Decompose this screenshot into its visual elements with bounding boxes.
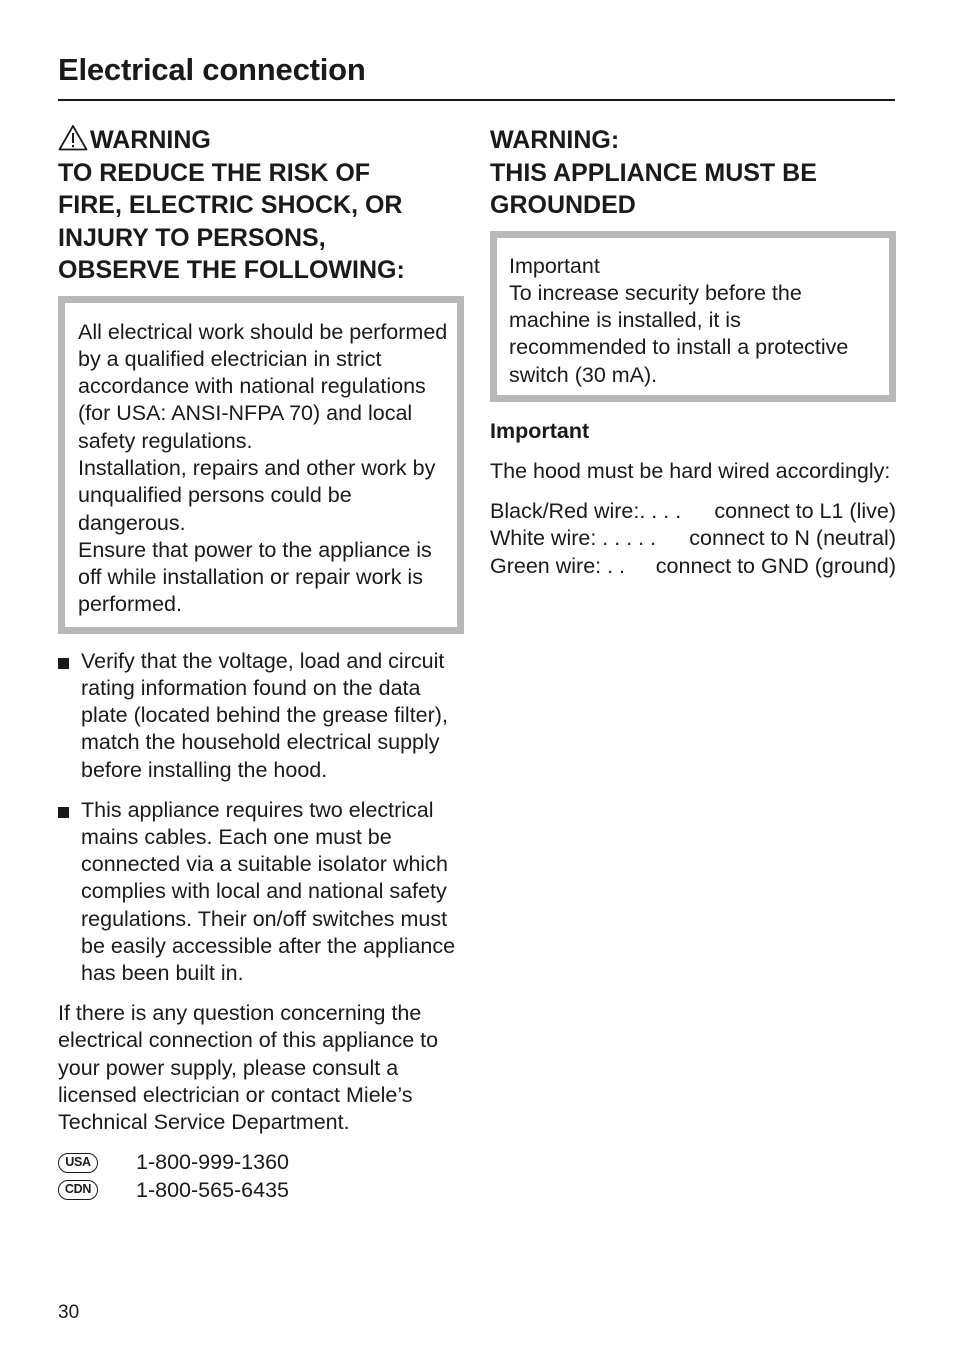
list-item: [58, 797, 464, 987]
contact-paragraph: If there is any question concerning the electrical connection of this appliance to your power supply, please consult a licensed electrician or contact Miele’s Technical Service Department.: [58, 1001, 439, 1135]
square-bullet-icon: [58, 807, 69, 818]
requirements-list: [58, 648, 464, 987]
phone-number: 1-800-565-6435: [136, 1177, 290, 1202]
grounding-warning-heading: [490, 124, 896, 222]
cdn-badge-icon: CDN: [58, 1180, 98, 1200]
wire-name: White wire: . . . . .: [490, 526, 657, 551]
phone-list: [58, 1149, 464, 1203]
warning-heading-line-1: [58, 124, 464, 157]
wire-connection: connect to GND (ground): [655, 553, 896, 578]
notice-paragraph: To increase security before the machine is installed, it is recommended to install a protective switch (30 mA).: [509, 280, 849, 387]
warning-word: WARNING: [90, 126, 211, 154]
fire-shock-warning-heading: [58, 124, 464, 287]
grounding-heading-line-1: WARNING:: [490, 126, 620, 154]
important-subheading: Important: [490, 418, 590, 443]
list-item-text: This appliance requires two electrical mains cables. Each one must be connected via a suitable isolator which complies with local and national safety regulations. Their on/off switches must be easily accessible after the appliance has been built in.: [81, 797, 456, 985]
wire-connection: connect to N (neutral): [689, 526, 896, 551]
warning-heading-line-3: FIRE, ELECTRIC SHOCK, OR: [58, 191, 403, 219]
notice-paragraph: Installation, repairs and other work by unqualified persons could be dangerous.: [78, 455, 436, 535]
wiring-row: [490, 525, 896, 552]
hard-wired-paragraph: The hood must be hard wired accordingly:: [490, 458, 891, 483]
protective-switch-notice-box: [490, 231, 896, 402]
wire-connection: connect to L1 (live): [714, 499, 896, 524]
grounding-heading-line-2: THIS APPLIANCE MUST BE: [490, 158, 817, 187]
grounding-heading-line-3: GROUNDED: [490, 191, 636, 219]
list-item: [58, 648, 464, 784]
page-number: 30: [58, 1302, 80, 1323]
warning-triangle-icon: [58, 124, 88, 151]
notice-paragraph: Ensure that power to the appliance is off while installation or repair work is performed.: [78, 537, 432, 617]
notice-title: Important: [509, 253, 600, 278]
qualified-electrician-notice-box: [58, 296, 464, 634]
wiring-row: [490, 553, 896, 580]
warning-heading-line-2: TO REDUCE THE RISK OF: [58, 158, 371, 187]
phone-number: 1-800-999-1360: [136, 1150, 290, 1175]
phone-row-cdn: [58, 1176, 464, 1203]
usa-badge-icon: USA: [58, 1153, 98, 1173]
notice-paragraph: All electrical work should be performed by a qualified electrician in strict accordance with national regulations (for USA: ANSI-NFPA 70) and local safety regulations.: [78, 319, 448, 453]
page-title: Electrical connection: [58, 52, 366, 87]
title-divider: [58, 99, 895, 101]
right-column: [490, 124, 896, 580]
phone-row-usa: [58, 1149, 464, 1176]
wiring-row: [490, 498, 896, 525]
warning-heading-line-5: OBSERVE THE FOLLOWING:: [58, 256, 405, 284]
wiring-table: [490, 498, 896, 580]
list-item-text: Verify that the voltage, load and circuit rating information found on the data plate (located behind the grease filter), match the household electrical supply before installing the hood.: [81, 648, 448, 782]
wire-name: Green wire: . .: [490, 553, 626, 578]
wire-name: Black/Red wire:. . . .: [490, 499, 682, 524]
left-column: [58, 124, 464, 1204]
warning-heading-line-4: INJURY TO PERSONS,: [58, 223, 326, 252]
square-bullet-icon: [58, 658, 69, 669]
